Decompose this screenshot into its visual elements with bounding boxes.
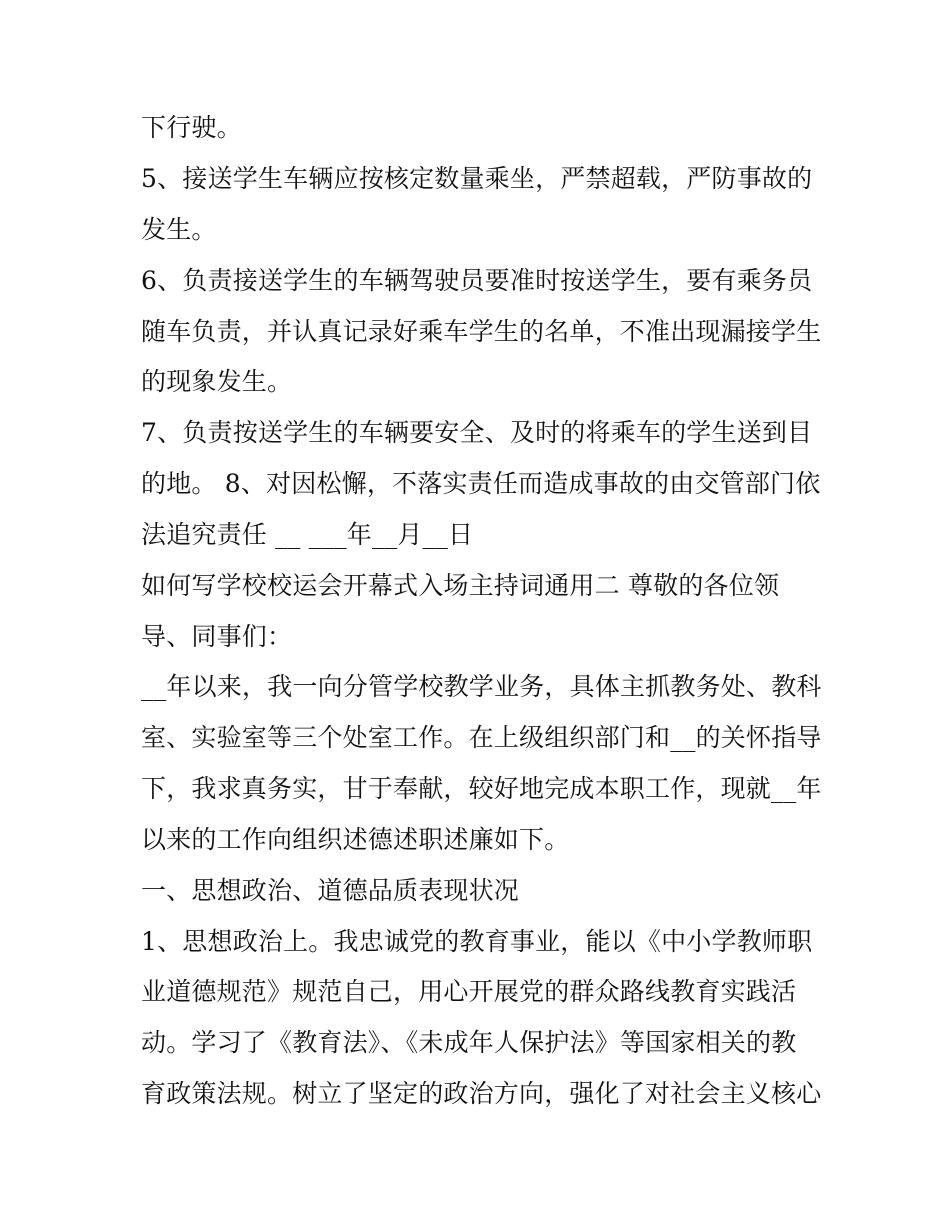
text-line: 下，我求真务实，甘于奉献，较好地完成本职工作，现就__年 — [141, 774, 822, 803]
text-line: 6、负责接送学生的车辆驾驶员要准时按送学生，要有乘务员 — [141, 266, 813, 295]
heading-line: 如何写学校校运会开幕式入场主持词通用二 尊敬的各位领 — [141, 571, 780, 600]
text-line: 1、思想政治上。我忠诚党的教育事业，能以《中小学教师职 — [141, 927, 813, 956]
text-line: 法追究责任 __ ___年__月__日 — [141, 520, 474, 549]
text-line: 随车负责，并认真记录好乘车学生的名单，不准出现漏接学生 — [141, 317, 822, 346]
text-line: 业道德规范》规范自己，用心开展党的群众路线教育实践活 — [141, 977, 797, 1006]
text-line: 7、负责按送学生的车辆要安全、及时的将乘车的学生送到目 — [141, 418, 813, 447]
text-line: __年以来，我一向分管学校教学业务，具体主抓教务处、教科 — [141, 672, 822, 701]
text-line: 以来的工作向组织述德述职述廉如下。 — [141, 825, 570, 854]
text-line: 育政策法规。树立了坚定的政治方向，强化了对社会主义核心 — [141, 1079, 822, 1108]
text-line: 发生。 — [141, 215, 217, 244]
text-line: 室、实验室等三个处室工作。在上级组织部门和__的关怀指导 — [141, 723, 822, 752]
text-line: 的地。 8、对因松懈，不落实责任而造成事故的由交管部门依 — [141, 469, 821, 498]
text-line: 5、接送学生车辆应按核定数量乘坐，严禁超载，严防事故的 — [141, 164, 813, 193]
text-line: 的现象发生。 — [141, 367, 293, 396]
text-line: 动。学习了《教育法》、《未成年人保护法》等国家相关的教 — [141, 1028, 797, 1057]
text-line: 下行驶。 — [141, 113, 242, 142]
text-line: 导、同事们： — [141, 622, 293, 651]
section-heading: 一、思想政治、道德品质表现状况 — [141, 876, 520, 905]
